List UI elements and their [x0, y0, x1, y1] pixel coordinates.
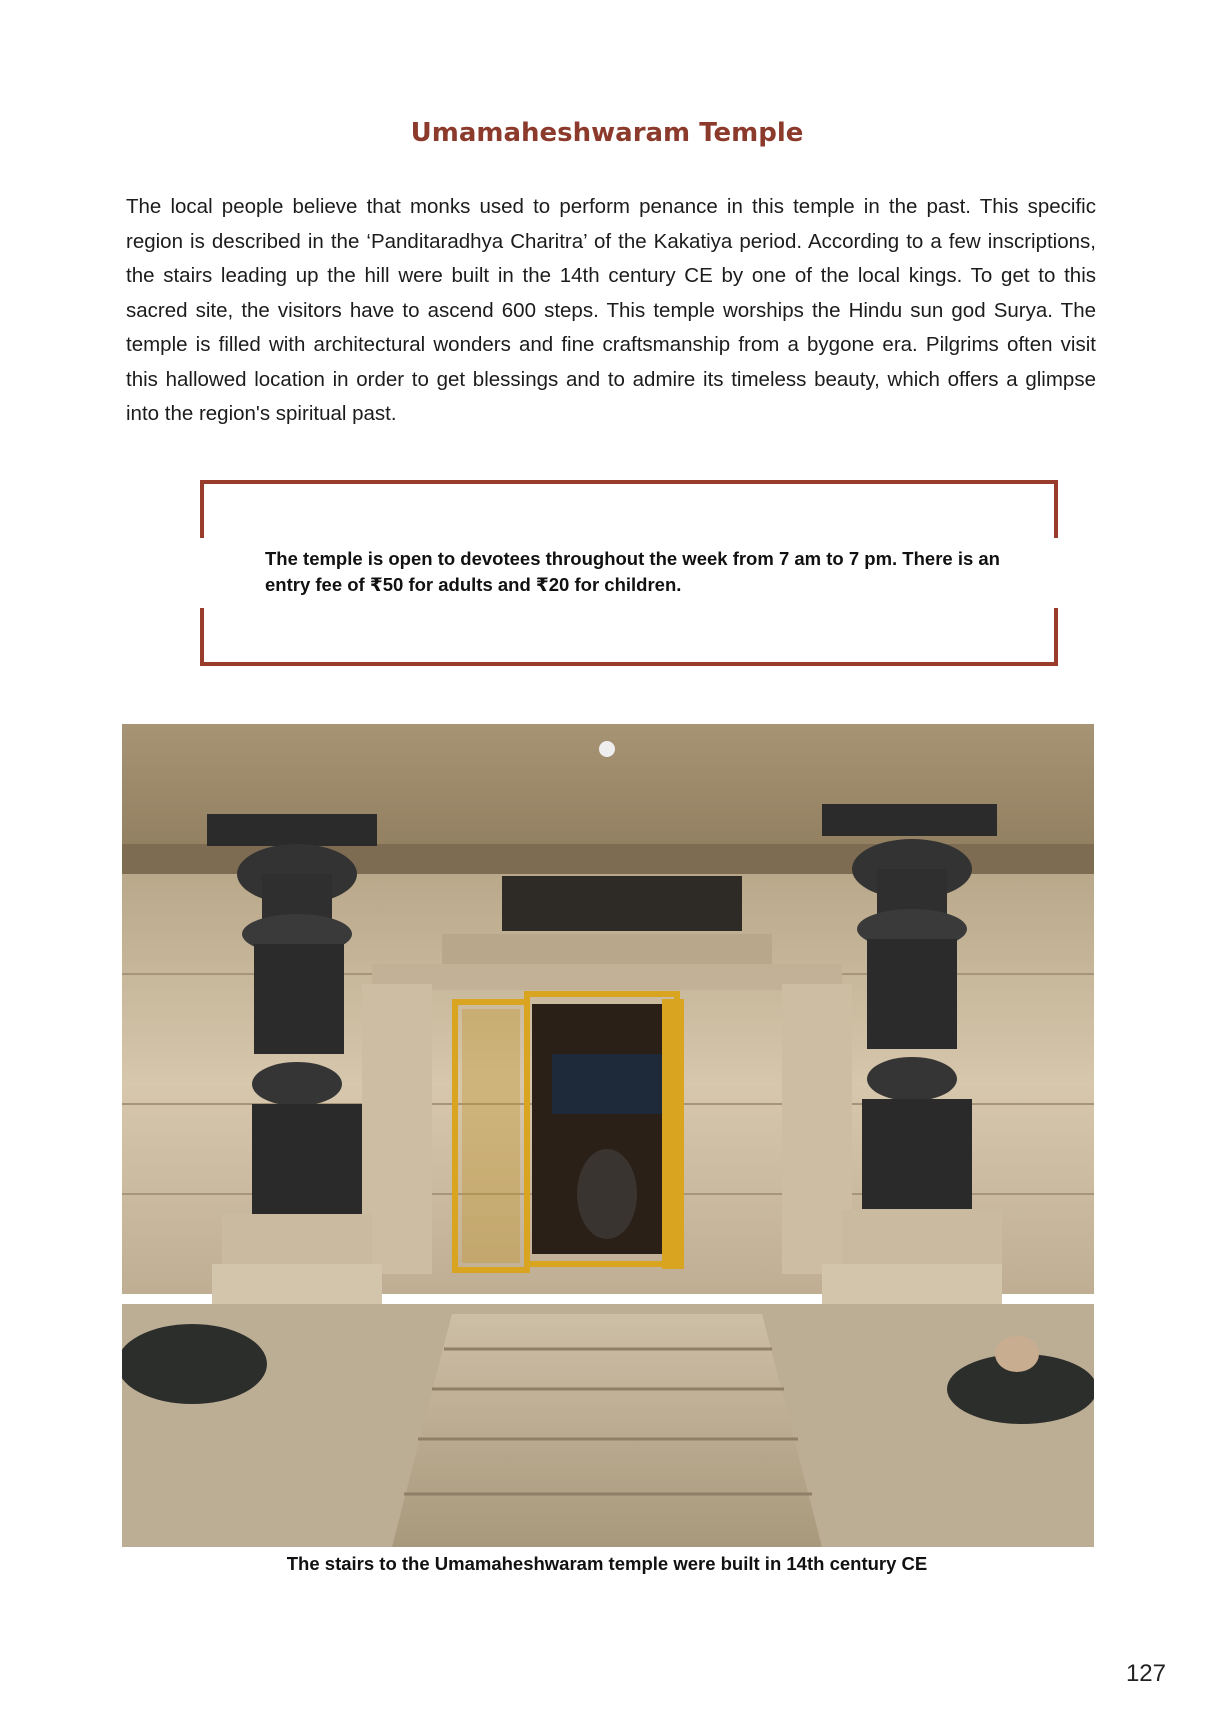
callout-corner — [1054, 608, 1058, 666]
callout-corner — [200, 608, 204, 666]
callout-top-border — [200, 480, 1058, 484]
page-title: Umamaheshwaram Temple — [410, 118, 804, 148]
callout-bottom-border — [200, 662, 1058, 666]
callout-text: The temple is open to devotees throughout the week from 7 am to 7 pm. There is an entry fee of ₹50 for adults and ₹20 for children. — [265, 548, 1000, 595]
callout-corner — [1054, 480, 1058, 538]
info-callout-box — [200, 480, 1058, 666]
photo-caption: The stairs to the Umamaheshwaram temple were built in 14th century CE — [286, 1553, 928, 1574]
temple-photo — [122, 724, 1094, 1547]
body-paragraph: The local people believe that monks used to perform penance in this temple in the past. This specific region is described in the ‘Panditaradhya Charitra’ of the Kakatiya period. According to a few inscriptions, the stairs leading up the hill were built in the 14th century CE by one of the local kings. To get to this sacred site, the visitors have to ascend 600 steps. This temple worships the Hindu sun god Surya. The temple is filled with architectural wonders and fine craftsmanship from a bygone era. Pilgrims often visit this hallowed location in order to get blessings and to admire its timeless beauty, which offers a glimpse into the region's spiritual past. — [126, 195, 1096, 425]
callout-corner — [200, 480, 204, 538]
page-number: 127 — [1125, 1660, 1166, 1687]
